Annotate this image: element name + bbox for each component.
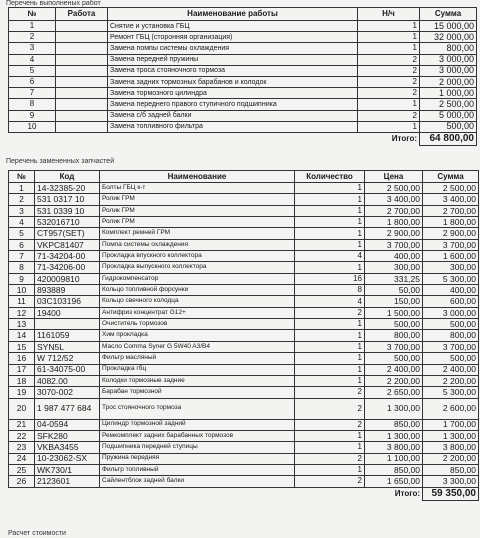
parts-row (9, 375, 479, 386)
works-cell-work (56, 21, 108, 32)
parts-cell-sum: 2 900,00 (423, 228, 479, 239)
parts-cell-price: 1 500,00 (365, 307, 423, 318)
parts-cell-qty: 1 (295, 319, 365, 330)
parts-cell-name: Трос стояночного тормоза (100, 398, 295, 419)
parts-row (9, 273, 479, 284)
parts-row (9, 228, 479, 239)
parts-cell-name: Цилиндр тормозной задний (100, 419, 295, 430)
works-row (9, 99, 477, 110)
works-cell-name: Замена тормозного цилиндра (108, 88, 358, 99)
parts-row (9, 194, 479, 205)
parts-header-name: Наименование (100, 171, 295, 183)
parts-cell-qty: 4 (295, 296, 365, 307)
parts-cell-name: Ролик ГРМ (100, 194, 295, 205)
parts-cell-price: 2 900,00 (365, 228, 423, 239)
parts-cell-name: Ролик ГРМ (100, 217, 295, 228)
parts-row (9, 387, 479, 398)
parts-cell-sum: 850,00 (423, 464, 479, 475)
parts-cell-name: Антифриз концентрат G12+ (100, 307, 295, 318)
works-cell-num: 4 (9, 54, 56, 65)
works-header-nh: Н/ч (358, 8, 420, 21)
parts-cell-num: 15 (9, 341, 35, 352)
works-cell-work (56, 121, 108, 132)
parts-cell-num: 24 (9, 453, 35, 464)
works-cell-num: 1 (9, 21, 56, 32)
works-row (9, 76, 477, 87)
works-cell-nh: 2 (358, 65, 420, 76)
works-table (8, 7, 477, 146)
works-row (9, 121, 477, 132)
parts-cell-sum: 2 200,00 (423, 453, 479, 464)
parts-cell-qty: 1 (295, 205, 365, 216)
parts-row (9, 285, 479, 296)
parts-cell-sum: 3 700,00 (423, 239, 479, 250)
parts-cell-qty: 1 (295, 353, 365, 364)
parts-row (9, 453, 479, 464)
parts-cell-sum: 800,00 (423, 330, 479, 341)
works-cell-work (56, 99, 108, 110)
parts-cell-price: 3 700,00 (365, 239, 423, 250)
parts-cell-qty: 1 (295, 217, 365, 228)
parts-cell-price: 2 650,00 (365, 387, 423, 398)
works-caption: Перечень выполненых работ (6, 0, 101, 7)
parts-cell-price: 3 400,00 (365, 194, 423, 205)
parts-cell-price: 800,00 (365, 330, 423, 341)
works-total-value: 64 800,00 (420, 132, 477, 145)
parts-cell-sum: 1 600,00 (423, 251, 479, 262)
parts-cell-code: 893889 (35, 285, 100, 296)
parts-cell-code: 3070-002 (35, 387, 100, 398)
parts-cell-qty: 1 (295, 430, 365, 441)
parts-cell-price: 1 300,00 (365, 398, 423, 419)
parts-total-value: 59 350,00 (423, 487, 479, 500)
parts-cell-price: 2 400,00 (365, 364, 423, 375)
parts-cell-code: 2123601 (35, 476, 100, 487)
parts-cell-num: 12 (9, 307, 35, 318)
parts-cell-name: Гидрокомпенсатор (100, 273, 295, 284)
works-row (9, 88, 477, 99)
parts-row (9, 464, 479, 475)
parts-cell-name: Прокладка выпускного коллектора (100, 262, 295, 273)
parts-cell-num: 18 (9, 375, 35, 386)
works-cell-sum: 1 000,00 (420, 88, 477, 99)
works-cell-work (56, 88, 108, 99)
parts-cell-code: 531 0317 10 (35, 194, 100, 205)
parts-row (9, 262, 479, 273)
works-cell-sum: 32 000,00 (420, 32, 477, 43)
parts-cell-name: Колодки тормозные задние (100, 375, 295, 386)
parts-cell-price: 400,00 (365, 251, 423, 262)
works-cell-name: Ремонт ГБЦ (сторонняя организация) (108, 32, 358, 43)
parts-cell-num: 4 (9, 217, 35, 228)
parts-cell-sum: 3 700,00 (423, 341, 479, 352)
works-cell-num: 6 (9, 76, 56, 87)
parts-cell-price: 500,00 (365, 353, 423, 364)
works-cell-work (56, 110, 108, 121)
parts-cell-code: VKBA3455 (35, 442, 100, 453)
parts-cell-qty: 1 (295, 183, 365, 194)
parts-cell-sum: 500,00 (423, 353, 479, 364)
parts-cell-code: W 712/52 (35, 353, 100, 364)
parts-cell-num: 19 (9, 387, 35, 398)
parts-cell-sum: 2 200,00 (423, 375, 479, 386)
parts-cell-name: Комплект ремней ГРМ (100, 228, 295, 239)
parts-cell-price: 300,00 (365, 262, 423, 273)
works-cell-name: Замена топливного фильтра (108, 121, 358, 132)
works-cell-sum: 800,00 (420, 43, 477, 54)
parts-row (9, 319, 479, 330)
parts-cell-code: 19400 (35, 307, 100, 318)
works-cell-nh: 2 (358, 76, 420, 87)
parts-cell-price: 850,00 (365, 419, 423, 430)
parts-caption: Перечень замененных запчастей (6, 158, 115, 165)
parts-cell-code: SYN5L (35, 341, 100, 352)
parts-cell-num: 7 (9, 251, 35, 262)
works-row (9, 32, 477, 43)
works-cell-nh: 1 (358, 43, 420, 54)
parts-cell-name: Сайлентблок задней балки (100, 476, 295, 487)
parts-cell-price: 3 800,00 (365, 442, 423, 453)
parts-row (9, 183, 479, 194)
parts-row (9, 442, 479, 453)
parts-cell-name: Масло Comma Syner G 5W40 A3/B4 (100, 341, 295, 352)
works-cell-sum: 2 000,00 (420, 76, 477, 87)
parts-cell-num: 8 (9, 262, 35, 273)
parts-cell-qty: 1 (295, 228, 365, 239)
parts-cell-sum: 600,00 (423, 296, 479, 307)
parts-cell-qty: 1 (295, 341, 365, 352)
works-cell-work (56, 54, 108, 65)
parts-cell-sum: 1 700,00 (423, 419, 479, 430)
works-header-name: Наименование работы (108, 8, 358, 21)
parts-cell-code: 532016710 (35, 217, 100, 228)
works-cell-name: Снятие и установка ГБЦ (108, 21, 358, 32)
parts-cell-sum: 3 800,00 (423, 442, 479, 453)
parts-cell-qty: 2 (295, 476, 365, 487)
parts-cell-name: Прокладка впускного коллектора (100, 251, 295, 262)
parts-cell-code: WK730/1 (35, 464, 100, 475)
works-cell-nh: 1 (358, 99, 420, 110)
parts-cell-qty: 2 (295, 453, 365, 464)
parts-row (9, 239, 479, 250)
parts-cell-num: 23 (9, 442, 35, 453)
parts-cell-num: 3 (9, 205, 35, 216)
parts-row (9, 330, 479, 341)
works-row (9, 110, 477, 121)
parts-row (9, 430, 479, 441)
parts-cell-num: 21 (9, 419, 35, 430)
parts-row (9, 307, 479, 318)
works-row (9, 21, 477, 32)
parts-cell-code: 4082.00 (35, 375, 100, 386)
works-cell-work (56, 32, 108, 43)
parts-cell-qty: 2 (295, 419, 365, 430)
parts-cell-name: Прокладка гбц (100, 364, 295, 375)
parts-total-row (9, 487, 479, 500)
parts-cell-name: Пружина передняя (100, 453, 295, 464)
parts-cell-code: CT957(SET) (35, 228, 100, 239)
parts-cell-sum: 3 400,00 (423, 194, 479, 205)
parts-cell-qty: 2 (295, 307, 365, 318)
works-cell-num: 9 (9, 110, 56, 121)
parts-cell-price: 1 650,00 (365, 476, 423, 487)
parts-cell-qty: 4 (295, 251, 365, 262)
parts-cell-code: 61-34075-00 (35, 364, 100, 375)
parts-header-num: № (9, 171, 35, 183)
parts-cell-sum: 5 300,00 (423, 387, 479, 398)
parts-total-label: Итого: (394, 488, 420, 498)
parts-row (9, 364, 479, 375)
parts-cell-sum: 500,00 (423, 319, 479, 330)
parts-cell-name: Кольцо топливной форсунки (100, 285, 295, 296)
parts-cell-price: 2 700,00 (365, 205, 423, 216)
parts-row (9, 419, 479, 430)
works-cell-name: Замена задних тормозных барабанов и колодок (108, 76, 358, 87)
works-cell-name: Замена помпы системы охлаждения (108, 43, 358, 54)
works-cell-num: 8 (9, 99, 56, 110)
parts-cell-qty: 16 (295, 273, 365, 284)
parts-cell-sum: 2 700,00 (423, 205, 479, 216)
parts-cell-sum: 300,00 (423, 262, 479, 273)
parts-cell-qty: 1 (295, 194, 365, 205)
works-row (9, 43, 477, 54)
parts-cell-num: 6 (9, 239, 35, 250)
parts-cell-price: 2 200,00 (365, 375, 423, 386)
parts-cell-qty: 8 (295, 285, 365, 296)
works-cell-name: Замена переднего правого ступичного подшипника (108, 99, 358, 110)
parts-cell-name: Помпа системы охлаждения (100, 239, 295, 250)
parts-row (9, 476, 479, 487)
parts-table (8, 170, 479, 501)
parts-header-price: Цена (365, 171, 423, 183)
works-cell-sum: 500,00 (420, 121, 477, 132)
parts-cell-qty: 1 (295, 330, 365, 341)
parts-cell-code: 71-34204-00 (35, 251, 100, 262)
parts-header-row (9, 171, 479, 183)
works-cell-num: 7 (9, 88, 56, 99)
parts-cell-qty: 1 (295, 262, 365, 273)
works-cell-num: 5 (9, 65, 56, 76)
parts-cell-price: 2 500,00 (365, 183, 423, 194)
parts-cell-name: Ремкомплект задних барабанных тормозов (100, 430, 295, 441)
parts-cell-sum: 2 400,00 (423, 364, 479, 375)
parts-cell-sum: 2 600,00 (423, 398, 479, 419)
parts-cell-num: 11 (9, 296, 35, 307)
works-cell-name: Замена с/б задней балки (108, 110, 358, 121)
works-cell-sum: 5 000,00 (420, 110, 477, 121)
parts-cell-code: 03C103196 (35, 296, 100, 307)
works-total-label: Итого: (391, 134, 417, 144)
parts-cell-num: 5 (9, 228, 35, 239)
parts-cell-num: 2 (9, 194, 35, 205)
works-cell-num: 2 (9, 32, 56, 43)
parts-cell-num: 20 (9, 398, 35, 419)
parts-cell-name: Болты ГБЦ к-т (100, 183, 295, 194)
parts-cell-sum: 400,00 (423, 285, 479, 296)
parts-cell-sum: 3 300,00 (423, 476, 479, 487)
parts-cell-qty: 1 (295, 364, 365, 375)
parts-row (9, 341, 479, 352)
parts-cell-name: Фильтр масляный (100, 353, 295, 364)
parts-row (9, 353, 479, 364)
works-cell-nh: 1 (358, 21, 420, 32)
works-cell-name: Замена троса стояночного тормоза (108, 65, 358, 76)
parts-cell-qty: 1 (295, 464, 365, 475)
parts-row (9, 217, 479, 228)
parts-cell-code (35, 319, 100, 330)
parts-cell-code: VKPC81407 (35, 239, 100, 250)
parts-cell-name: Ролик ГРМ (100, 205, 295, 216)
parts-cell-price: 50,00 (365, 285, 423, 296)
parts-cell-price: 500,00 (365, 319, 423, 330)
parts-cell-num: 9 (9, 273, 35, 284)
parts-cell-code: 420009810 (35, 273, 100, 284)
parts-cell-qty: 1 (295, 239, 365, 250)
works-cell-nh: 2 (358, 110, 420, 121)
parts-row (9, 296, 479, 307)
parts-cell-name: Кольцо свечного колодца (100, 296, 295, 307)
parts-cell-price: 3 700,00 (365, 341, 423, 352)
works-total-row (9, 132, 477, 145)
parts-cell-num: 1 (9, 183, 35, 194)
parts-cell-name: Фильтр топливный (100, 464, 295, 475)
parts-cell-name: Хим прокладка (100, 330, 295, 341)
parts-cell-code: 1 987 477 684 (35, 398, 100, 419)
parts-cell-price: 1 800,00 (365, 217, 423, 228)
parts-cell-qty: 1 (295, 375, 365, 386)
parts-header-qty: Количество (295, 171, 365, 183)
parts-cell-sum: 1 300,00 (423, 430, 479, 441)
works-header-num: № (9, 8, 56, 21)
parts-cell-code: SFK280 (35, 430, 100, 441)
parts-row (9, 251, 479, 262)
parts-cell-sum: 2 500,00 (423, 183, 479, 194)
works-row (9, 54, 477, 65)
parts-cell-code: 14-32385-20 (35, 183, 100, 194)
parts-cell-name: Барабан тормозной (100, 387, 295, 398)
parts-cell-price: 331,25 (365, 273, 423, 284)
works-cell-work (56, 65, 108, 76)
parts-cell-qty: 1 (295, 442, 365, 453)
parts-header-sum: Сумма (423, 171, 479, 183)
parts-cell-name: Очиститель тормозов (100, 319, 295, 330)
parts-cell-num: 16 (9, 353, 35, 364)
parts-cell-code: 71-34206-00 (35, 262, 100, 273)
parts-header-code: Код (35, 171, 100, 183)
parts-cell-sum: 1 800,00 (423, 217, 479, 228)
parts-cell-code: 04-0594 (35, 419, 100, 430)
parts-cell-sum: 5 300,00 (423, 273, 479, 284)
parts-cell-num: 22 (9, 430, 35, 441)
works-cell-work (56, 76, 108, 87)
works-cell-nh: 1 (358, 121, 420, 132)
works-cell-nh: 2 (358, 88, 420, 99)
parts-cell-qty: 2 (295, 398, 365, 419)
parts-cell-price: 1 300,00 (365, 430, 423, 441)
parts-cell-num: 14 (9, 330, 35, 341)
works-cell-name: Замена передней пружины (108, 54, 358, 65)
parts-cell-price: 1 100,00 (365, 453, 423, 464)
works-cell-nh: 2 (358, 54, 420, 65)
parts-cell-num: 25 (9, 464, 35, 475)
parts-cell-num: 10 (9, 285, 35, 296)
parts-cell-num: 26 (9, 476, 35, 487)
parts-cell-code: 531 0339 10 (35, 205, 100, 216)
footer-text: Расчет стоимости (8, 530, 66, 537)
works-cell-sum: 3 000,00 (420, 54, 477, 65)
parts-cell-num: 17 (9, 364, 35, 375)
parts-cell-num: 13 (9, 319, 35, 330)
works-cell-sum: 15 000,00 (420, 21, 477, 32)
parts-cell-code: 10-23062-SX (35, 453, 100, 464)
works-cell-work (56, 43, 108, 54)
parts-cell-name: Подшипника передней ступицы (100, 442, 295, 453)
parts-cell-price: 850,00 (365, 464, 423, 475)
works-cell-sum: 3 000,00 (420, 65, 477, 76)
parts-cell-sum: 3 000,00 (423, 307, 479, 318)
works-cell-num: 10 (9, 121, 56, 132)
works-row (9, 65, 477, 76)
works-cell-nh: 1 (358, 32, 420, 43)
parts-cell-qty: 2 (295, 387, 365, 398)
works-cell-num: 3 (9, 43, 56, 54)
works-header-sum: Сумма (420, 8, 477, 21)
parts-row (9, 205, 479, 216)
parts-row (9, 398, 479, 419)
works-header-work: Работа (56, 8, 108, 21)
parts-cell-code: 1161059 (35, 330, 100, 341)
works-cell-sum: 2 500,00 (420, 99, 477, 110)
parts-cell-price: 150,00 (365, 296, 423, 307)
works-header-row (9, 8, 477, 21)
